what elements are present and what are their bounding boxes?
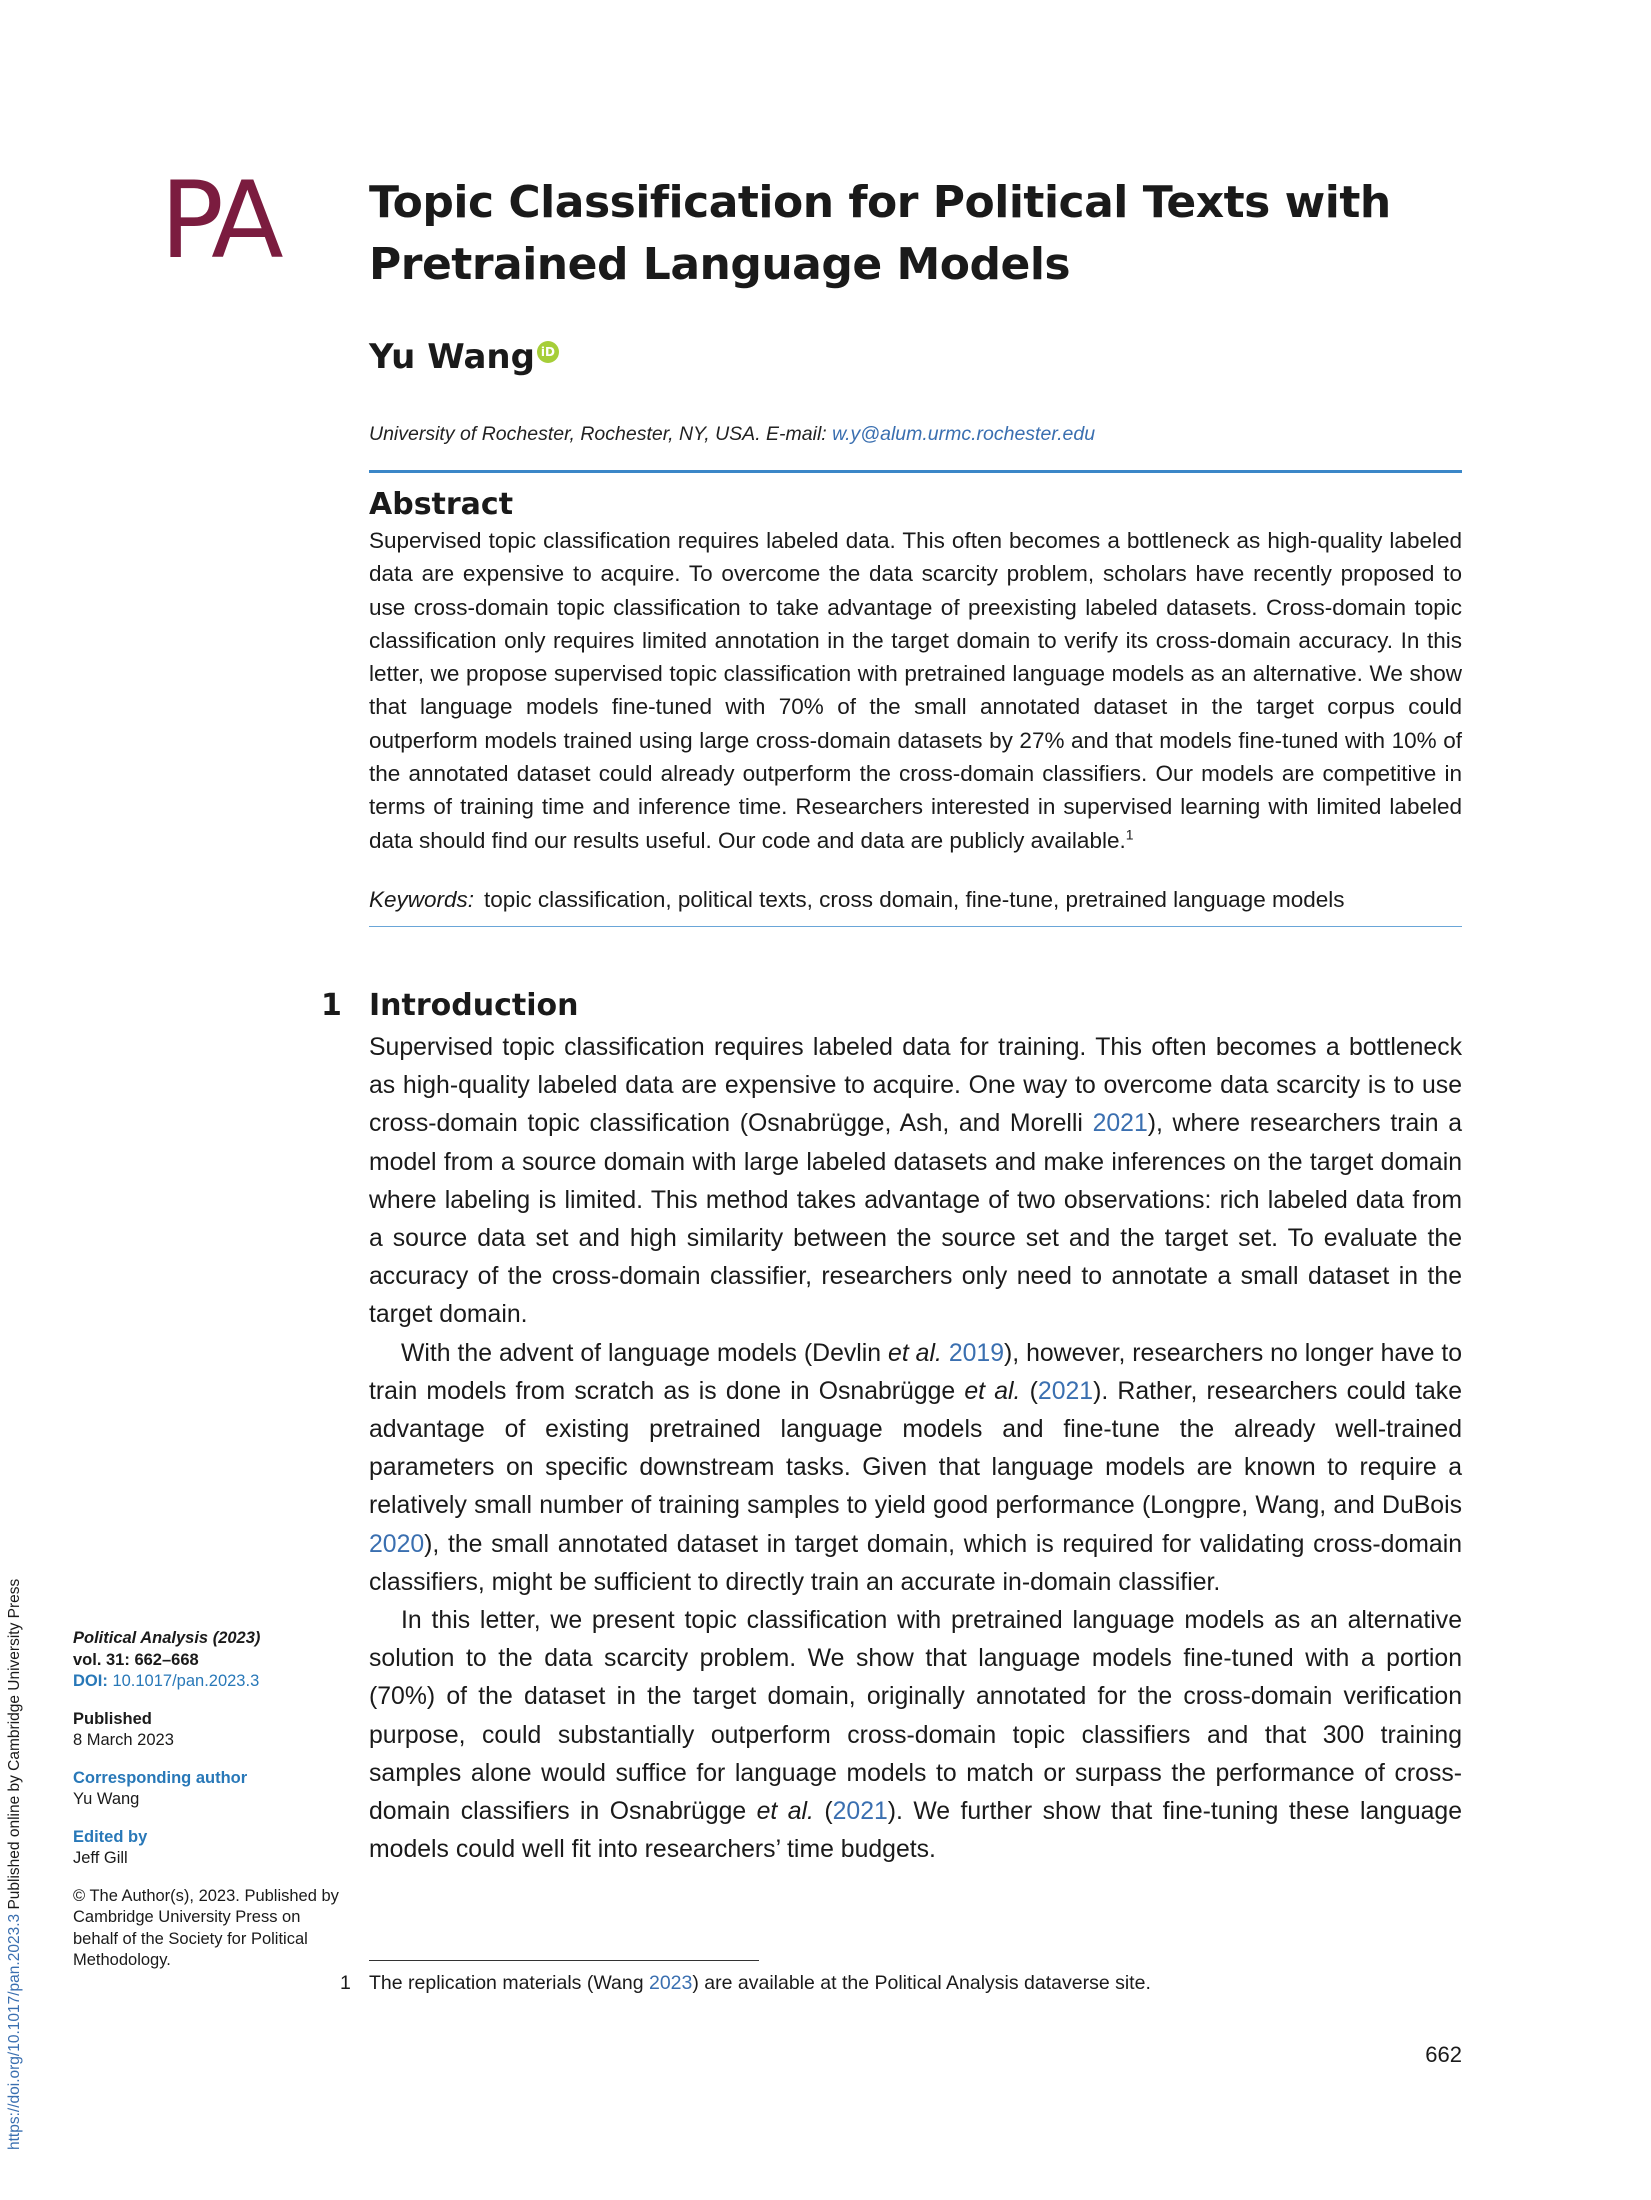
keywords-text: topic classification, political texts, cross domain, fine-tune, pretrained language models: [484, 887, 1345, 912]
abstract-text: Supervised topic classification requires labeled data. This often becomes a bottleneck as high-quality labeled data are expensive to acquire. To overcome the data scarcity problem, scholars have recently proposed to use cross-domain topic classification to take advantage of preexisting labeled datasets. Cross-domain topic classification only requires limited annotation in the target domain to verify its cross-domain accuracy. In this letter, we propose supervised topic classification with pretrained language models as an alternative. We show that language models fine-tuned with 70% of the small annotated dataset in the target corpus could outperform models trained using large cross-domain datasets by 27% and that models fine-tuned with 10% of the annotated dataset could already outperform the cross-domain classifiers. Our models are competitive in terms of training time and inference time. Researchers interested in supervised learning with limited labeled data should find our results useful. Our code and data are publicly available.: [369, 528, 1462, 853]
title-line-1: Topic Classification for Political Texts with: [369, 177, 1391, 228]
title-line-2: Pretrained Language Models: [369, 239, 1071, 290]
citation-link[interactable]: 2021: [832, 1798, 888, 1826]
footnote-text-a: The replication materials (Wang: [369, 1972, 649, 1994]
vertical-note-text: Published online by Cambridge University Press: [6, 1578, 23, 1914]
p2-etal-2: et al.: [964, 1377, 1021, 1405]
p2-text-a: With the advent of language models (Devlin: [401, 1339, 889, 1367]
citation-link[interactable]: 2021: [1092, 1110, 1148, 1138]
p1-text-b: ), where researchers train a model from a source domain with large labeled datasets and make inferences on the target domain where labeling is limited. This method takes advantage of two observations: rich labeled data from a source data set and high similarity between the source set and the target set. To evaluate the accuracy of the cross-domain classifier, researchers only need to annotate a small dataset in the target domain.: [369, 1110, 1462, 1329]
affiliation: [369, 420, 1095, 448]
footnote: [340, 1969, 1460, 1997]
abstract-top-rule: [369, 470, 1462, 473]
citation-link[interactable]: 2020: [369, 1530, 425, 1558]
citation-link[interactable]: 2021: [1037, 1377, 1094, 1405]
article-title: [369, 172, 1469, 296]
paragraph-2: [369, 1335, 1462, 1602]
corresponding-name: Yu Wang: [73, 1790, 140, 1808]
email-link[interactable]: w.y@alum.urmc.rochester.edu: [832, 423, 1096, 445]
edited-block: [73, 1827, 343, 1870]
article-info-sidebar: [73, 1628, 343, 1988]
p3-etal: et al.: [756, 1798, 814, 1826]
page-number: 662: [1425, 2042, 1462, 2067]
abstract-footnote-marker[interactable]: 1: [1125, 826, 1134, 843]
abstract-heading: Abstract: [369, 487, 514, 522]
edited-label: Edited by: [73, 1827, 148, 1846]
footnote-number: 1: [340, 1972, 351, 1994]
p2-text-e: ), the small annotated dataset in target domain, which is required for validating cross-domain classifiers, might be sufficient to directly train an accurate in-domain classifier.: [369, 1530, 1462, 1596]
p2-etal-1: et al.: [888, 1339, 942, 1367]
copyright-notice: © The Author(s), 2023. Published by Cambridge University Press on behalf of the Society for Political Methodology.: [73, 1886, 339, 1969]
abstract-body: [369, 524, 1462, 857]
doi-label: DOI:: [73, 1672, 108, 1690]
doi-line: [73, 1671, 343, 1693]
journal-volume: vol. 31: 662–668: [73, 1650, 199, 1669]
citation-block: [73, 1628, 343, 1693]
paragraph-3: [369, 1602, 1462, 1869]
p2-text-b: ), however, researchers no longer have to train models from scratch as is done in Osnabrügge: [369, 1339, 1463, 1405]
footnote-text-b: ) are available at the Political Analysis dataverse site.: [692, 1972, 1151, 1994]
doi-vertical-link[interactable]: https://doi.org/10.1017/pan.2023.3: [6, 1913, 23, 2150]
affiliation-text: University of Rochester, Rochester, NY, USA. E-mail:: [369, 423, 833, 445]
journal-name: Political Analysis (2023): [73, 1629, 261, 1647]
section-title: Introduction: [369, 988, 579, 1023]
p2-text-c: (: [1020, 1377, 1038, 1405]
p3-text-c: ). We further show that fine-tuning these language models could well fit into researchers’ time budgets.: [369, 1798, 1463, 1864]
orcid-icon[interactable]: iD: [537, 341, 559, 363]
citation-link[interactable]: 2019: [948, 1339, 1004, 1367]
journal-logo: PA: [160, 159, 278, 282]
p2-text-d: ). Rather, researchers could take advantage of existing pretrained language models and fine-tune the already well-trained parameters on specific downstream tasks. Given that language models are known to require a relatively small number of training samples to yield good performance (Longpre, Wang, and DuBois: [369, 1377, 1462, 1520]
p1-text-a: Supervised topic classification requires labeled data for training. This often becomes a bottleneck as high-quality labeled data are expensive to acquire. One way to overcome data scarcity is to use cross-domain topic classification (Osnabrügge, Ash, and Morelli: [369, 1034, 1462, 1138]
introduction-body: [369, 1029, 1462, 1869]
doi-link[interactable]: 10.1017/pan.2023.3: [112, 1672, 260, 1690]
vertical-access-note: [4, 1050, 26, 2150]
keywords-label: Keywords:: [369, 887, 475, 912]
keywords: [369, 884, 1345, 916]
p3-text-b: (: [813, 1798, 833, 1826]
abstract-bottom-rule: [369, 926, 1462, 927]
corresponding-block: [73, 1768, 343, 1811]
editor-name: Jeff Gill: [73, 1849, 128, 1867]
published-block: [73, 1709, 343, 1752]
author-name: Yu Wang: [369, 337, 535, 377]
published-date: 8 March 2023: [73, 1731, 174, 1749]
citation-link[interactable]: 2023: [648, 1972, 693, 1994]
published-label: Published: [73, 1709, 152, 1728]
p3-text-a: In this letter, we present topic classification with pretrained language models as an alternative solution to the data scarcity problem. We show that language models fine-tuned with a portion (70%) of the dataset in the target domain, originally annotated for the cross-domain verification purpose, could substantially outperform cross-domain topic classifiers and that 300 training samples alone would suffice for language models to match or surpass the performance of cross-domain classifiers in Osnabrügge: [369, 1607, 1462, 1826]
footnote-rule: [369, 1960, 759, 1961]
section-number: 1: [321, 988, 342, 1023]
author-line: [369, 335, 559, 379]
corresponding-label: Corresponding author: [73, 1768, 248, 1787]
paragraph-1: [369, 1029, 1462, 1335]
